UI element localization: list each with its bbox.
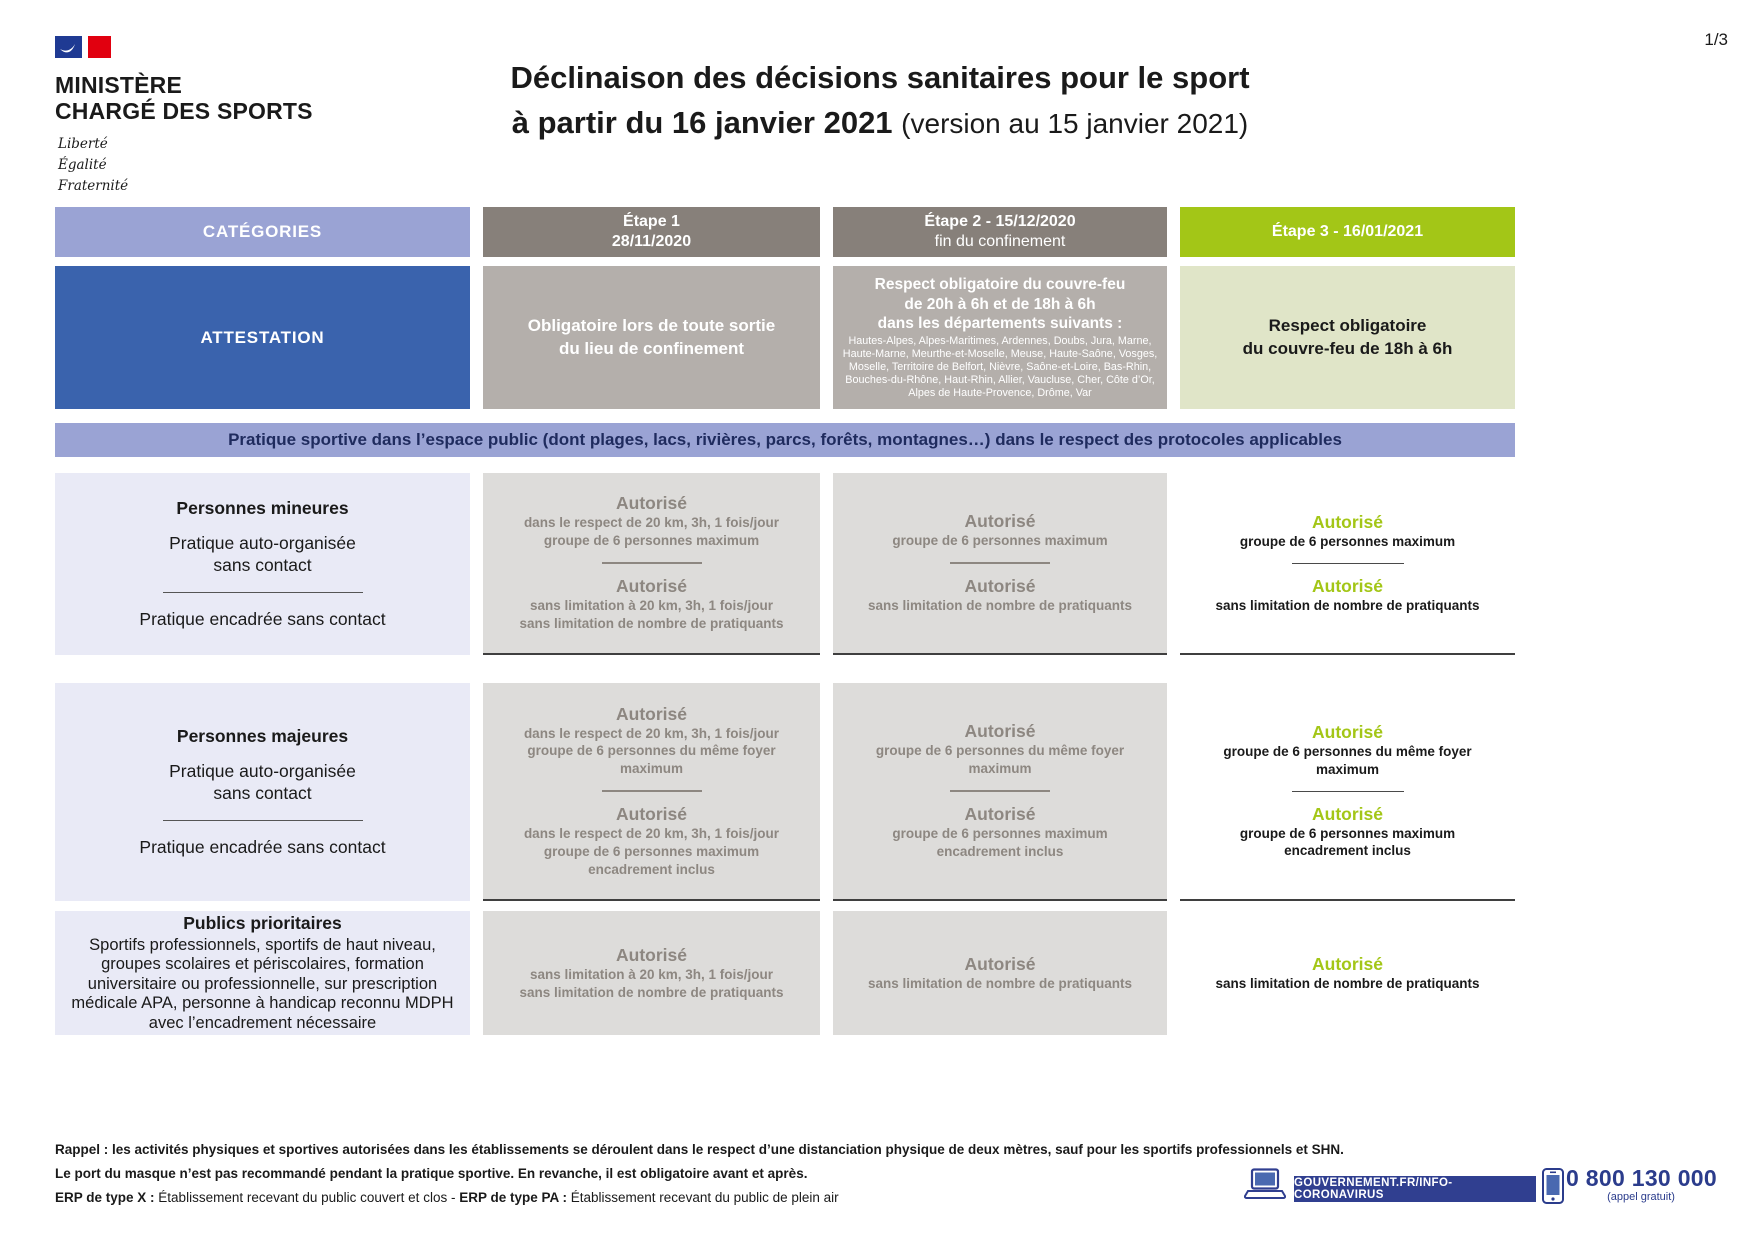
title-date: à partir du 16 janvier 2021 [511, 105, 893, 140]
row-personnes-mineures [55, 473, 1515, 655]
header-etape1: Étape 1 28/11/2020 [483, 207, 820, 257]
section-banner: Pratique sportive dans l’espace public (dont plages, lacs, rivières, parcs, forêts, montagnes…) dans le respect des protocoles applicables [55, 423, 1515, 457]
phone-icon [1542, 1168, 1564, 1209]
cell-mineures-etape3: Autorisé groupe de 6 personnes maximum Autorisé sans limitation de nombre de pratiquants [1180, 473, 1515, 655]
hotline-number: 0 800 130 000 [1566, 1165, 1717, 1191]
erp-type-x-label: ERP de type X : [55, 1190, 155, 1205]
hotline [1566, 1165, 1716, 1203]
divider [602, 562, 702, 564]
laptop-icon [1244, 1168, 1286, 1205]
divider [163, 820, 363, 821]
footer-rappel-line2: Le port du masque n’est pas recommandé pendant la pratique sportive. En revanche, il est obligatoire avant et après. [55, 1166, 808, 1181]
divider [602, 790, 702, 792]
gov-info-banner: GOUVERNEMENT.FR/INFO-CORONAVIRUS [1294, 1176, 1536, 1202]
cell-mineures-etape1: Autorisé dans le respect de 20 km, 3h, 1 fois/jour groupe de 6 personnes maximum Autorisé sans limitation à 20 km, 3h, 1 fois/jour sans limitation de nombre de pratiquants [483, 473, 820, 655]
row-personnes-majeures [55, 683, 1515, 901]
hotline-note: (appel gratuit) [1607, 1191, 1675, 1203]
attestation-etape2: Respect obligatoire du couvre-feu de 20h à 6h et de 18h à 6h dans les départements suivants : Hautes-Alpes, Alpes-Maritimes, Ardennes, Doubs, Jura, Marne, Haute-Marne, Meurthe-et-Moselle, Meuse, Haute-Saône, Vosges, Moselle, Territoire de Belfort, Nièvre, Saône-et-Loire, Bas-Rhin, Bouches-du-Rhône, Haut-Rhin, Allier, Vaucluse, Cher, Côte d’Or, Alpes de Haute-Provence, Drôme, Var [833, 266, 1167, 409]
divider [1292, 563, 1404, 564]
divider [950, 562, 1050, 564]
cell-prioritaires-categorie: Publics prioritaires Sportifs professionnels, sportifs de haut niveau, groupes scolaires et périscolaires, formation universitaire ou professionnelle, sur prescription médicale APA, personne à handicap reconnu MDPH avec l’encadrement nécessaire [55, 911, 470, 1035]
footer-rappel-line1: Rappel : les activités physiques et sportives autorisées dans les établissements se déroulent dans le respect d’une distanciation physique de deux mètres, sauf pour les sportifs professionnels et SHN. [55, 1142, 1344, 1157]
attestation-etape3: Respect obligatoire du couvre-feu de 18h à 6h [1180, 266, 1515, 409]
title-version: (version au 15 janvier 2021) [901, 108, 1249, 139]
divider [1292, 791, 1404, 792]
attestation-row [55, 266, 1515, 409]
title-line1: Déclinaison des décisions sanitaires pour le sport [510, 60, 1250, 95]
cell-prioritaires-etape2: Autorisé sans limitation de nombre de pratiquants [833, 911, 1167, 1035]
table-header-row [55, 207, 1515, 257]
divider [950, 790, 1050, 792]
header-etape3: Étape 3 - 16/01/2021 [1180, 207, 1515, 257]
footer-erp-line: ERP de type X : Établissement recevant du public couvert et clos - ERP de type PA : Établissement recevant du public de plein air [55, 1190, 839, 1205]
header-categories: CATÉGORIES [55, 207, 470, 257]
document-title [340, 60, 1420, 141]
french-flag-icon [55, 45, 115, 62]
cell-prioritaires-etape1: Autorisé sans limitation à 20 km, 3h, 1 fois/jour sans limitation de nombre de pratiquants [483, 911, 820, 1035]
cell-majeures-etape3: Autorisé groupe de 6 personnes du même foyer maximum Autorisé groupe de 6 personnes maximum encadrement inclus [1180, 683, 1515, 901]
cell-majeures-etape1: Autorisé dans le respect de 20 km, 3h, 1 fois/jour groupe de 6 personnes du même foyer maximum Autorisé dans le respect de 20 km, 3h, 1 fois/jour groupe de 6 personnes maximum encadrement inclus [483, 683, 820, 901]
ministry-logo [55, 36, 313, 197]
row-publics-prioritaires [55, 911, 1515, 1035]
divider [163, 592, 363, 593]
header-etape2: Étape 2 - 15/12/2020 fin du confinement [833, 207, 1167, 257]
attestation-etape1: Obligatoire lors de toute sortie du lieu de confinement [483, 266, 820, 409]
republic-motto: Liberté Égalité Fraternité [58, 135, 129, 194]
page-number: 1/3 [1704, 30, 1728, 49]
departements-list: Hautes-Alpes, Alpes-Maritimes, Ardennes, Doubs, Jura, Marne, Haute-Marne, Meurthe-et-Moselle, Meuse, Haute-Saône, Vosges, Moselle, Territoire de Belfort, Nièvre, Saône-et-Loire, Bas-Rhin, Bouches-du-Rhône, Haut-Rhin, Allier, Vaucluse, Cher, Côte d’Or, Alpes de Haute-Provence, Drôme, Var [842, 334, 1158, 399]
title-line2 [340, 105, 1420, 141]
cell-prioritaires-etape3: Autorisé sans limitation de nombre de pratiquants [1180, 911, 1515, 1035]
cell-majeures-etape2: Autorisé groupe de 6 personnes du même foyer maximum Autorisé groupe de 6 personnes maximum encadrement inclus [833, 683, 1167, 901]
ministry-name-line1: MINISTÈRE [55, 72, 183, 98]
erp-type-pa-label: ERP de type PA : [459, 1190, 567, 1205]
cell-majeures-categorie: Personnes majeures Pratique auto-organisée sans contact Pratique encadrée sans contact [55, 683, 470, 901]
ministry-name-line2: CHARGÉ DES SPORTS [55, 98, 313, 125]
cell-mineures-etape2: Autorisé groupe de 6 personnes maximum Autorisé sans limitation de nombre de pratiquants [833, 473, 1167, 655]
cell-mineures-categorie: Personnes mineures Pratique auto-organisée sans contact Pratique encadrée sans contact [55, 473, 470, 655]
attestation-label: ATTESTATION [55, 266, 470, 409]
